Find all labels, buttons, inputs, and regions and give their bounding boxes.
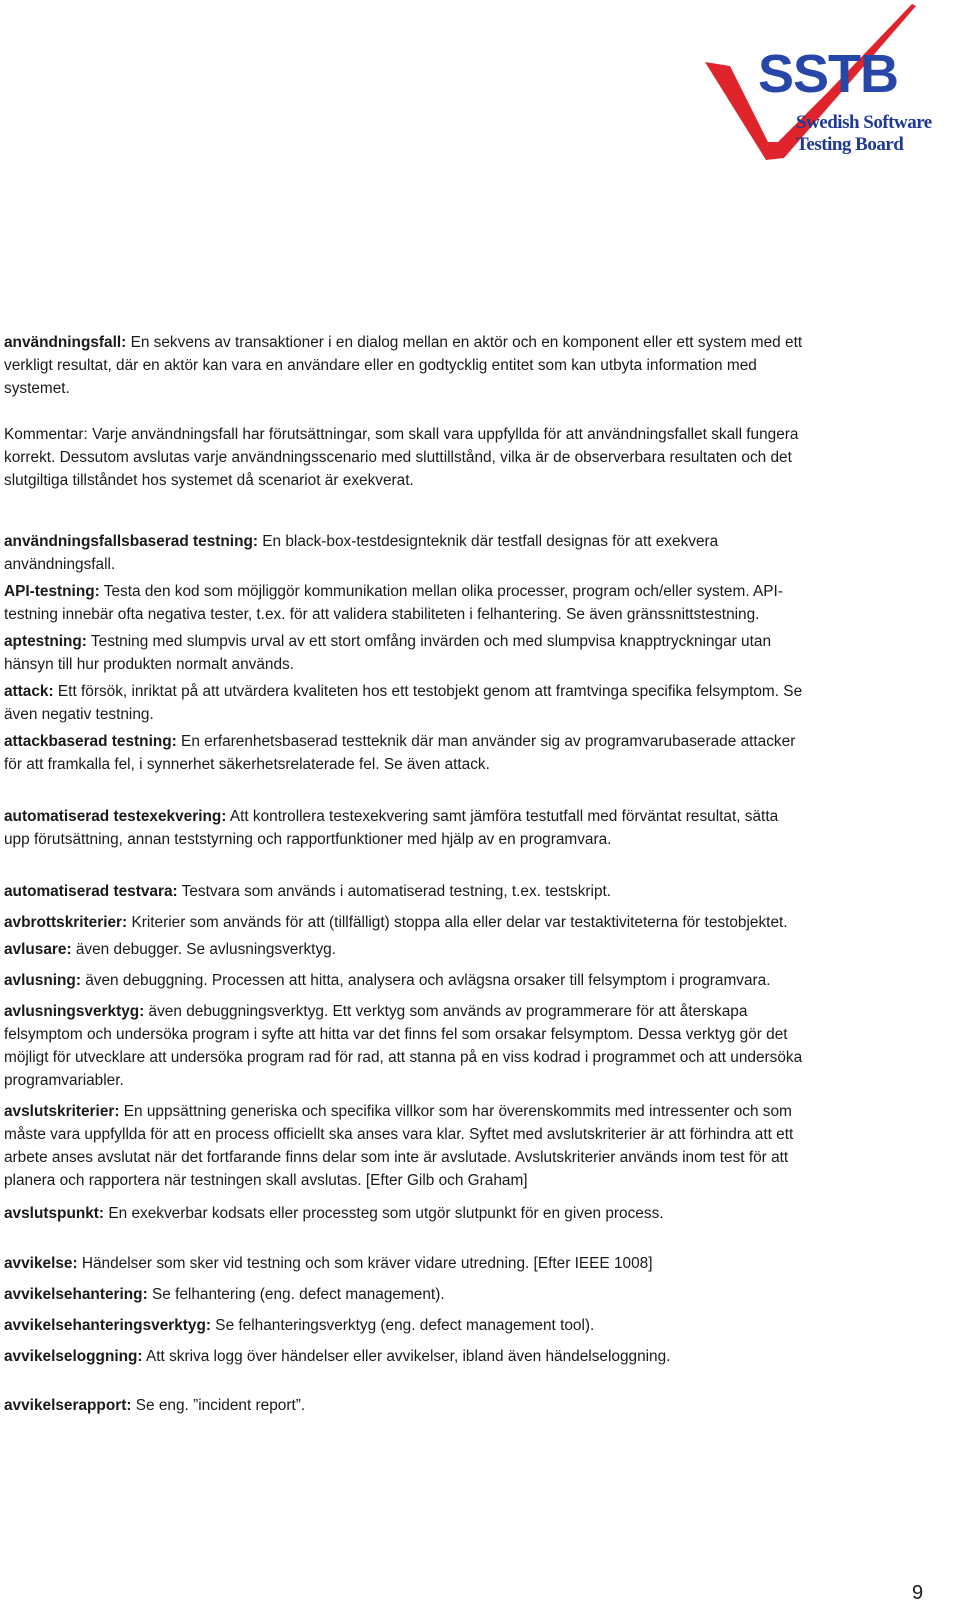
glossary-term: avslutspunkt: (4, 1205, 105, 1222)
glossary-definition: Se felhanteringsverktyg (eng. defect management tool). (211, 1317, 595, 1334)
glossary-entry (4, 1394, 804, 1417)
glossary-term: automatiserad testvara: (4, 883, 178, 900)
glossary-term: aptestning: (4, 633, 87, 650)
glossary-entry (4, 1345, 804, 1368)
glossary-definition: En erfarenhetsbaserad testteknik där man använder sig av programvarubaserade attacker för att framkalla fel, i synnerhet säkerhetsrelaterade fel. Se även attack. (4, 733, 796, 773)
glossary-entry (4, 1100, 804, 1192)
glossary-definition: En sekvens av transaktioner i en dialog mellan en aktör och en komponent eller ett system med ett verkligt resultat, där en aktör kan vara en användare eller en godtycklig entitet som kan utbyta information med systemet. (4, 334, 803, 397)
glossary-entry (4, 1202, 804, 1225)
glossary-term: avvikelserapport: (4, 1397, 132, 1414)
glossary-entry (4, 911, 804, 934)
glossary-entry (4, 969, 804, 992)
glossary-term: automatiserad testexekvering: (4, 808, 227, 825)
glossary-term: attackbaserad testning: (4, 733, 177, 750)
glossary-term: avvikelse: (4, 1255, 78, 1272)
glossary-entry (4, 331, 804, 400)
glossary-definition: Testning med slumpvis urval av ett stort omfång invärden och med slumpvisa knapptryckningar utan hänsyn till hur produkten normalt används. (4, 633, 772, 673)
glossary-definition: Se eng. ”incident report”. (131, 1397, 306, 1414)
glossary-definition: En black-box-testdesignteknik där testfall designas för att exekvera användningsfall. (4, 533, 719, 573)
glossary-definition: även debugger. Se avlusningsverktyg. (71, 941, 336, 958)
logo-line-1: Swedish Software (796, 112, 932, 133)
glossary-entry (4, 1283, 804, 1306)
glossary-entry (4, 1000, 804, 1092)
glossary-entry (4, 938, 804, 961)
glossary-term: avlusning: (4, 972, 81, 989)
glossary-definition: Testa den kod som möjliggör kommunikation mellan olika processer, program och/eller system. API-testning innebär ofta negativa tester, t.ex. för att validera stabiliteten i felhantering. Se även gränssnittstestning. (4, 583, 783, 623)
glossary-term: avslutskriterier: (4, 1103, 120, 1120)
glossary-entry (4, 423, 804, 492)
glossary-entry (4, 1314, 804, 1337)
glossary-term: avvikelsehantering: (4, 1286, 148, 1303)
glossary-term: attack: (4, 683, 54, 700)
glossary-entry (4, 880, 804, 903)
glossary-entries (4, 331, 804, 1417)
sstb-logo (700, 0, 940, 170)
glossary-definition: En exekverbar kodsats eller processteg som utgör slutpunkt för en given process. (104, 1205, 664, 1222)
glossary-entry (4, 805, 804, 851)
glossary-definition: även debuggningsverktyg. Ett verktyg som används av programmerare för att återskapa felsymptom och undersöka program i syfte att hitta var det finns fel som orsakar felsymptom. Dessa verktyg gör det möjligt för utvecklare att undersöka program rad för rad, att stanna på en viss kodrad i programmet och att undersöka programvariabler. (4, 1003, 803, 1089)
glossary-term: användningsfallsbaserad testning: (4, 533, 258, 550)
glossary-definition: En uppsättning generiska och specifika villkor som har överenskommits med intressenter och som måste vara uppfyllda för att en process officiellt ska anses vara klar. Syftet med avslutskriterier är att förhindra att ett arbete anses avslutat när det fortfarande finns delar som inte är avslutade. Avslutskriterier används inom test för att planera och rapportera när testningen skall avslutas. [Efter Gilb och Graham] (4, 1103, 794, 1189)
logo-acronym: SSTB (758, 44, 899, 104)
glossary-definition: Händelser som sker vid testning och som kräver vidare utredning. [Efter IEEE 1008] (77, 1255, 653, 1272)
glossary-entry (4, 1252, 804, 1275)
glossary-definition: Att skriva logg över händelser eller avvikelser, ibland även händelseloggning. (142, 1348, 671, 1365)
glossary-definition: Se felhantering (eng. defect management). (147, 1286, 445, 1303)
glossary-term: avvikelseloggning: (4, 1348, 143, 1365)
glossary-term: avlusare: (4, 941, 72, 958)
glossary-term: avlusningsverktyg: (4, 1003, 145, 1020)
glossary-entry (4, 530, 804, 576)
glossary-entry (4, 580, 804, 626)
glossary-entry (4, 730, 804, 776)
glossary-entry (4, 680, 804, 726)
glossary-term: avbrottskriterier: (4, 914, 128, 931)
glossary-definition: även debuggning. Processen att hitta, analysera och avlägsna orsaker till felsymptom i programvara. (80, 972, 771, 989)
glossary-definition: Kriterier som används för att (tillfälligt) stoppa alla eller delar var testaktiviteterna för testobjektet. (127, 914, 788, 931)
page-number: 9 (912, 1582, 924, 1604)
logo-line-2: Testing Board (796, 134, 904, 155)
glossary-definition: Kommentar: Varje användningsfall har förutsättningar, som skall vara uppfyllda för att användningsfallet skall fungera korrekt. Dessutom avslutas varje användningsscenario med sluttillstånd, vilka är de observerbara resultaten och det slutgiltiga tillståndet hos systemet då scenariot är exekverat. (4, 426, 799, 489)
glossary-definition: Att kontrollera testexekvering samt jämföra testutfall med förväntat resultat, sätta upp förutsättning, annan teststyrning och rapportfunktioner med hjälp av en programvara. (4, 808, 779, 848)
glossary-entry (4, 630, 804, 676)
glossary-definition: Testvara som används i automatiserad testning, t.ex. testskript. (177, 883, 612, 900)
logo-caption (796, 112, 932, 156)
glossary-term: avvikelsehanteringsverktyg: (4, 1317, 212, 1334)
glossary-definition: Ett försök, inriktat på att utvärdera kvaliteten hos ett testobjekt genom att framtvinga specifika felsymptom. Se även negativ testning. (4, 683, 803, 723)
glossary-term: API-testning: (4, 583, 100, 600)
glossary-term: användningsfall: (4, 334, 127, 351)
